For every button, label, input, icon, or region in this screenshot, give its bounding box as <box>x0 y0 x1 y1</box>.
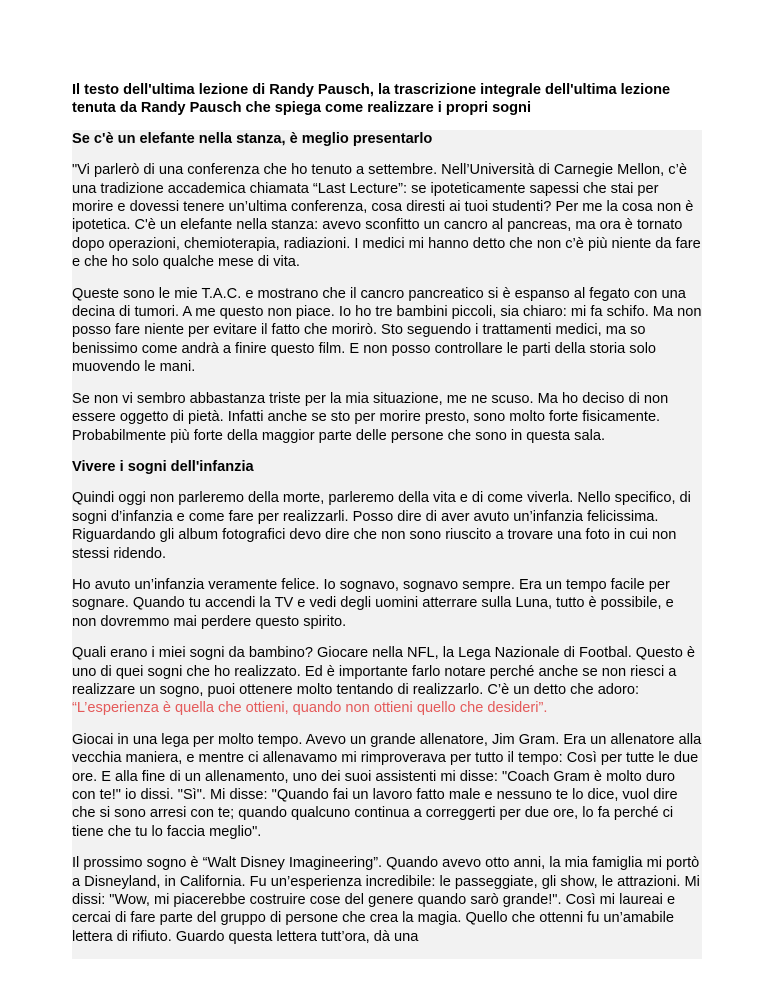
paragraph: "Vi parlerò di una conferenza che ho tenuto a settembre. Nell’Università di Carnegie Mellon, c’è una tradizione accademica chiamata “Last Lecture”: se ipoteticamente sapessi che stai per morire e dovessi tenere un’ultima conferenza, cosa diresti ai tuoi studenti? Per me la cosa non è ipotetica. C'è un elefante nella stanza: avevo sconfitto un cancro al pancreas, ma ora è tornato dopo operazioni, chemioterapia, radiazioni. I medici mi hanno detto che non c’è più niente da fare e che ho solo qualche mese di vita. <box>72 162 701 271</box>
document-content <box>72 81 702 959</box>
paragraph-text: Quali erano i miei sogni da bambino? Giocare nella NFL, la Lega Nazionale di Footbal. Questo è uno di quei sogni che ho realizzato. Ed è importante farlo notare perché anche se non riesci a realizzare un sogno, puoi ottenere molto tentando di realizzarlo. C’è un detto che adoro: <box>72 645 696 698</box>
paragraph-with-quote <box>72 644 702 731</box>
paragraph: Ho avuto un’infanzia veramente felice. Io sognavo, sognavo sempre. Era un tempo facile per sognare. Quando tu accendi la TV e vedi degli uomini atterrare sulla Luna, tutto è possibile, e non dovremmo mai perdere questo spirito. <box>72 576 674 630</box>
section-childhood-dreams <box>72 458 702 959</box>
paragraph: Il prossimo sogno è “Walt Disney Imagineering”. Quando avevo otto anni, la mia famiglia mi portò a Disneyland, in California. Fu un’esperienza incredibile: le passeggiate, gli show, le attrazioni. Mi dissi: "Wow, mi piacerebbe costruire cose del genere quando sarò grande!". Così mi laureai e cercai di fare parte del gruppo di persone che crea la magia. Quello che ottenni fu un’amabile lettera di rifiuto. Guardo questa lettera tutt’ora, dà una <box>72 855 700 945</box>
highlighted-quote: “L’esperienza è quella che ottieni, quando non ottieni quello che desideri”. <box>72 700 548 717</box>
section-heading: Se c'è un elefante nella stanza, è meglio presentarlo <box>72 130 433 147</box>
paragraph: Quindi oggi non parleremo della morte, parleremo della vita e di come viverla. Nello specifico, di sogni d’infanzia e come fare per realizzarli. Posso dire di aver avuto un’infanzia felicissima. Riguardando gli album fotografici devo dire che non sono riuscito a trovare una foto in cui non stessi ridendo. <box>72 490 691 562</box>
paragraph: Se non vi sembro abbastanza triste per la mia situazione, me ne scuso. Ma ho deciso di non essere oggetto di pietà. Infatti anche se sto per morire presto, sono molto forte fisicamente. Probabilmente più forte della maggior parte delle persone che sono in questa sala. <box>72 390 669 444</box>
paragraph: Giocai in una lega per molto tempo. Avevo un grande allenatore, Jim Gram. Era un allenatore alla vecchia maniera, e mentre ci allenavamo mi rimproverava per tutto il tempo: Così per tutte le due ore. E alla fine di un allenamento, uno dei suoi assistenti mi disse: "Coach Gram è molto duro con te!" io dissi. "Sì". Mi disse: "Quando fai un lavoro fatto male e nessuno te lo dice, vuol dire che si sono arresi con te; quando qualcuno continua a correggerti per due ore, lo fa perché ci tiene che tu lo faccia meglio". <box>72 731 702 840</box>
paragraph: Queste sono le mie T.A.C. e mostrano che il cancro pancreatico si è espanso al fegato con una decina di tumori. A me questo non piace. Io ho tre bambini piccoli, sia chiaro: mi fa schifo. Ma non posso fare niente per evitare il fatto che morirò. Sto seguendo i trattamenti medici, ma so benissimo come andrà a finire questo film. E non posso controllare le parti della storia solo muovendo le mani. <box>72 285 702 376</box>
section-heading: Vivere i sogni dell'infanzia <box>72 458 254 475</box>
document-title: Il testo dell'ultima lezione di Randy Pausch, la trascrizione integrale dell'ultima lezione tenuta da Randy Pausch che spiega come realizzare i propri sogni <box>72 82 671 117</box>
section-elephant <box>72 130 702 458</box>
